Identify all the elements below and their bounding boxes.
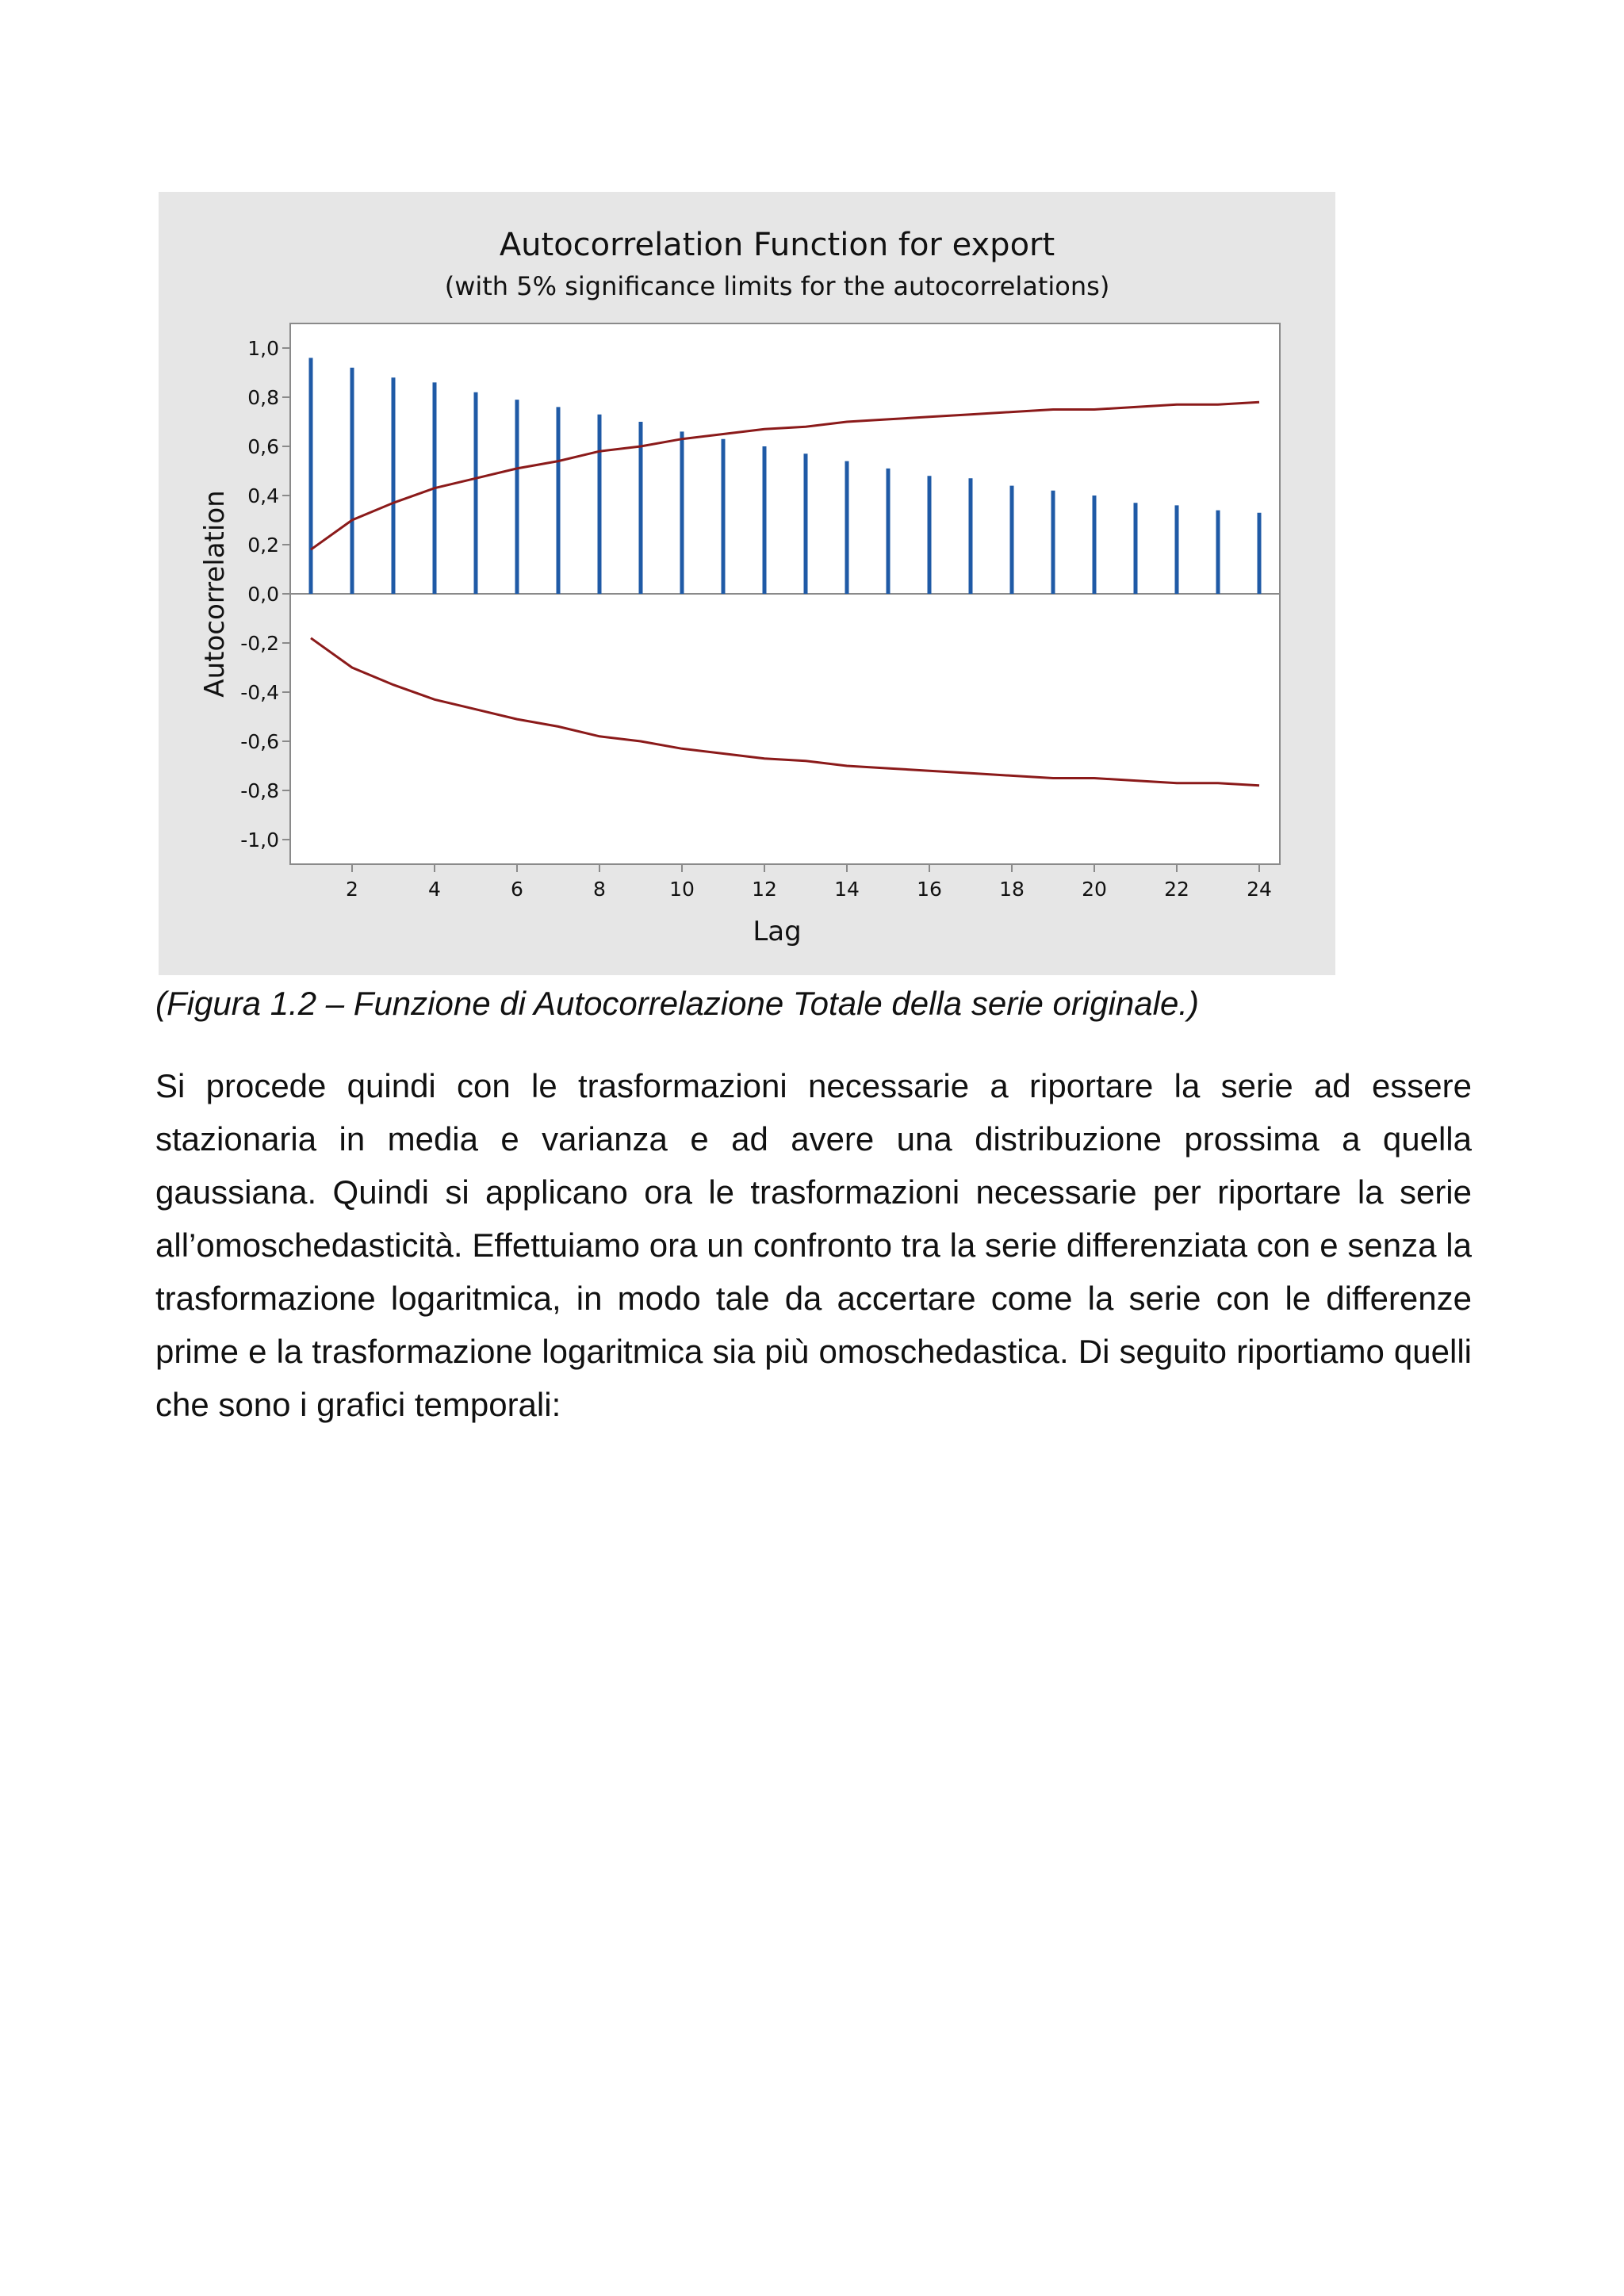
acf-chart-panel bbox=[159, 192, 1335, 975]
x-tick-label: 24 bbox=[1247, 878, 1272, 901]
figure-caption: (Figura 1.2 – Funzione di Autocorrelazione Totale della serie originale.) bbox=[155, 985, 1199, 1022]
x-axis-label: Lag bbox=[753, 916, 802, 947]
y-tick-label: -0,4 bbox=[240, 681, 279, 704]
y-tick-label: -1,0 bbox=[240, 828, 279, 851]
y-tick-label: 1,0 bbox=[247, 337, 279, 360]
x-tick-label: 6 bbox=[511, 878, 523, 901]
acf-chart bbox=[159, 192, 1335, 975]
y-tick-label: 0,4 bbox=[247, 484, 279, 507]
chart-title: Autocorrelation Function for export bbox=[499, 227, 1055, 263]
x-tick-label: 14 bbox=[834, 878, 860, 901]
x-tick-label: 10 bbox=[669, 878, 695, 901]
x-tick-label: 8 bbox=[593, 878, 606, 901]
y-axis-label: Autocorrelation bbox=[199, 490, 231, 698]
chart-subtitle: (with 5% significance limits for the autocorrelations) bbox=[444, 271, 1110, 301]
y-tick-label: -0,6 bbox=[240, 730, 279, 753]
x-tick-label: 12 bbox=[752, 878, 777, 901]
x-tick-label: 22 bbox=[1164, 878, 1189, 901]
x-tick-label: 16 bbox=[917, 878, 942, 901]
y-tick-label: 0,6 bbox=[247, 435, 279, 458]
y-tick-label: -0,8 bbox=[240, 779, 279, 802]
y-tick-label: -0,2 bbox=[240, 632, 279, 655]
x-tick-label: 2 bbox=[346, 878, 358, 901]
x-tick-label: 4 bbox=[428, 878, 441, 901]
y-tick-label: 0,8 bbox=[247, 386, 279, 409]
y-tick-label: 0,0 bbox=[247, 583, 279, 606]
body-paragraph: Si procede quindi con le trasformazioni necessarie a riportare la serie ad essere stazionaria in media e varianza e ad avere una distribuzione prossima a quella gaussiana. Quindi si applicano ora le trasformazioni necessarie per riportare la serie all’omoschedasticità. Effettuiamo ora un confronto tra la serie differenziata con e senza la trasformazione logaritmica, in modo tale da accertare come la serie con le differenze prime e la trasformazione logaritmica sia più omoschedastica. Di seguito riportiamo quelli che sono i grafici temporali: bbox=[155, 1067, 1472, 1423]
x-tick-label: 18 bbox=[999, 878, 1025, 901]
x-tick-label: 20 bbox=[1082, 878, 1107, 901]
y-tick-label: 0,2 bbox=[247, 534, 279, 557]
